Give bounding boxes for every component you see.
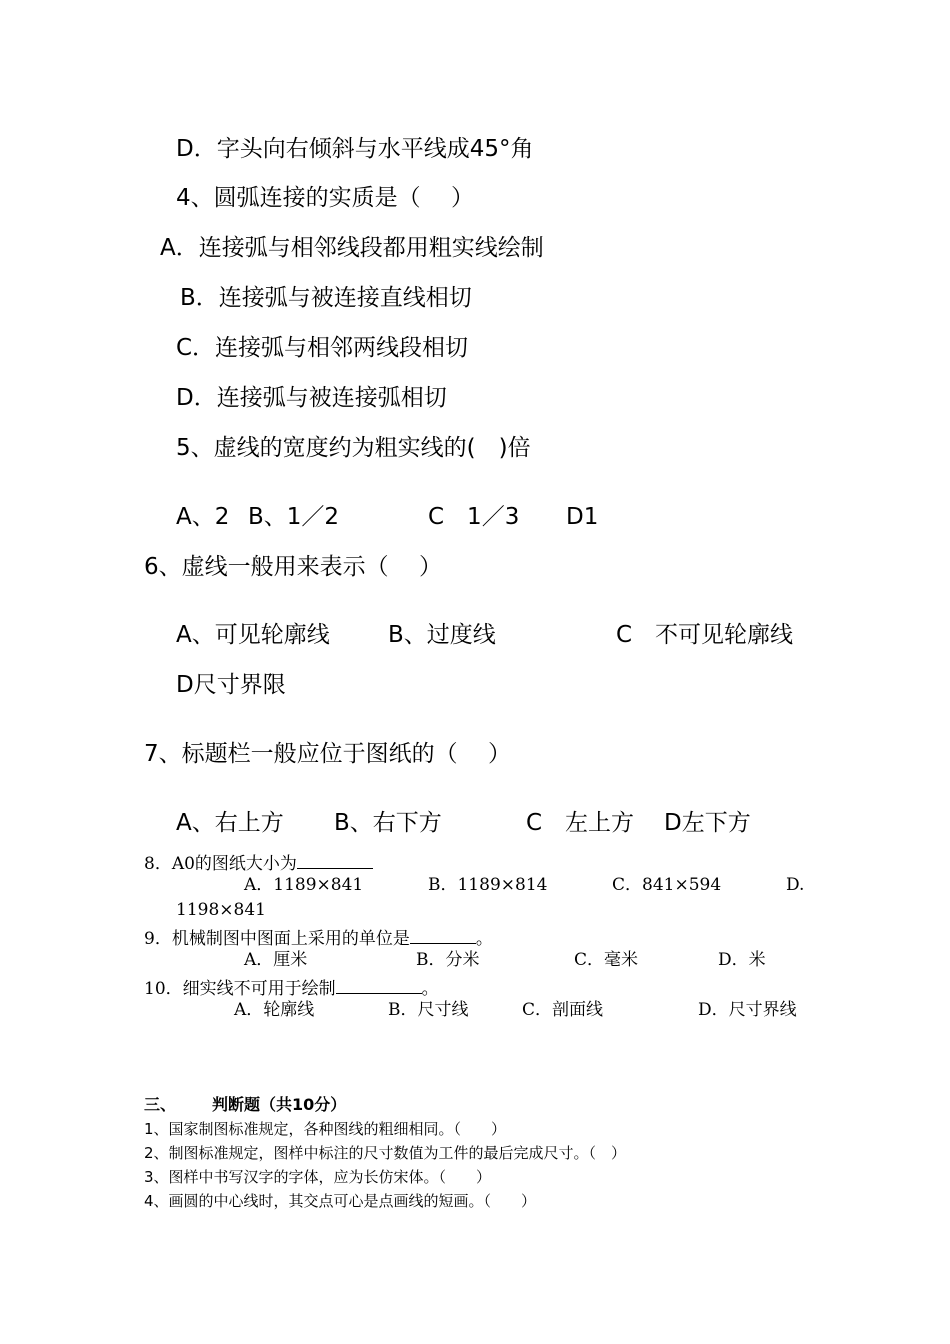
q10-line (144, 977, 439, 998)
q8-option-b: B．1189×814 (428, 875, 548, 895)
q6-option-c: C 不可见轮廓线 (616, 622, 794, 648)
q9-end: 。 (475, 929, 493, 949)
q8-option-d-label: D. (786, 875, 805, 895)
q6-option-b: B、过度线 (388, 622, 496, 648)
q10-stem: 10．细实线不可用于绘制 (144, 979, 336, 999)
q10-answer-blank (336, 977, 422, 994)
q9-option-a: A．厘米 (244, 950, 308, 970)
q5-option-b: B、1／2 (248, 504, 340, 530)
q7-option-c: C 左上方 (526, 810, 635, 836)
q7-option-d: D左下方 (664, 810, 751, 836)
q6-option-d: D尺寸界限 (176, 672, 286, 698)
judgement-item-3: 3、图样中书写汉字的字体，应为长仿宋体。（ ） (144, 1168, 492, 1186)
q4-option-b: B．连接弧与被连接直线相切 (180, 285, 472, 311)
q4-option-d: D．连接弧与被连接弧相切 (176, 385, 447, 411)
q10-option-b: B．尺寸线 (388, 1000, 469, 1020)
judgement-item-4: 4、画圆的中心线时，其交点可心是点画线的短画。（ ） (144, 1192, 537, 1210)
section3-title: 判断题（共10分） (212, 1095, 347, 1114)
q6-option-a: A、可见轮廓线 (176, 622, 330, 648)
q5-option-c: C 1／3 (428, 504, 520, 530)
q9-option-b: B．分米 (416, 950, 480, 970)
q10-end: 。 (421, 979, 439, 999)
q9-option-c: C．毫米 (574, 950, 639, 970)
judgement-item-1: 1、国家制图标准规定，各种图线的粗细相同。（ ） (144, 1120, 507, 1138)
q8-option-a: A．1189×841 (244, 875, 364, 895)
q8-answer-blank (297, 852, 373, 869)
q10-option-d: D．尺寸界线 (698, 1000, 797, 1020)
q8-line (144, 852, 373, 873)
q5-stem: 5、虚线的宽度约为粗实线的( )倍 (176, 435, 531, 461)
q4-stem: 4、圆弧连接的实质是（ ） (176, 185, 474, 211)
q7-stem: 7、标题栏一般应位于图纸的（ ） (144, 741, 511, 767)
q7-option-a: A、右上方 (176, 810, 284, 836)
q4-option-c: C．连接弧与相邻两线段相切 (176, 335, 469, 361)
q8-stem: 8．A0的图纸大小为 (144, 854, 297, 874)
q5-option-a: A、2 (176, 504, 230, 530)
q8-option-c: C．841×594 (612, 875, 722, 895)
q5-option-d: D1 (566, 504, 599, 530)
q6-stem: 6、虚线一般用来表示（ ） (144, 554, 442, 580)
section3-number: 三、 (144, 1095, 177, 1114)
q9-line (144, 927, 493, 948)
q9-option-d: D．米 (718, 950, 766, 970)
q7-option-b: B、右下方 (334, 810, 442, 836)
q3-option-d: D．字头向右倾斜与水平线成45°角 (176, 136, 534, 162)
q4-option-a: A．连接弧与相邻线段都用粗实线绘制 (160, 235, 544, 261)
q8-option-d-value: 1198×841 (176, 900, 266, 920)
q9-stem: 9．机械制图中图面上采用的单位是 (144, 929, 410, 949)
q10-option-a: A．轮廓线 (234, 1000, 315, 1020)
judgement-item-2: 2、制图标准规定，图样中标注的尺寸数值为工件的最后完成尺寸。（ ） (144, 1144, 627, 1162)
q9-answer-blank (410, 927, 476, 944)
q10-option-c: C．剖面线 (522, 1000, 604, 1020)
